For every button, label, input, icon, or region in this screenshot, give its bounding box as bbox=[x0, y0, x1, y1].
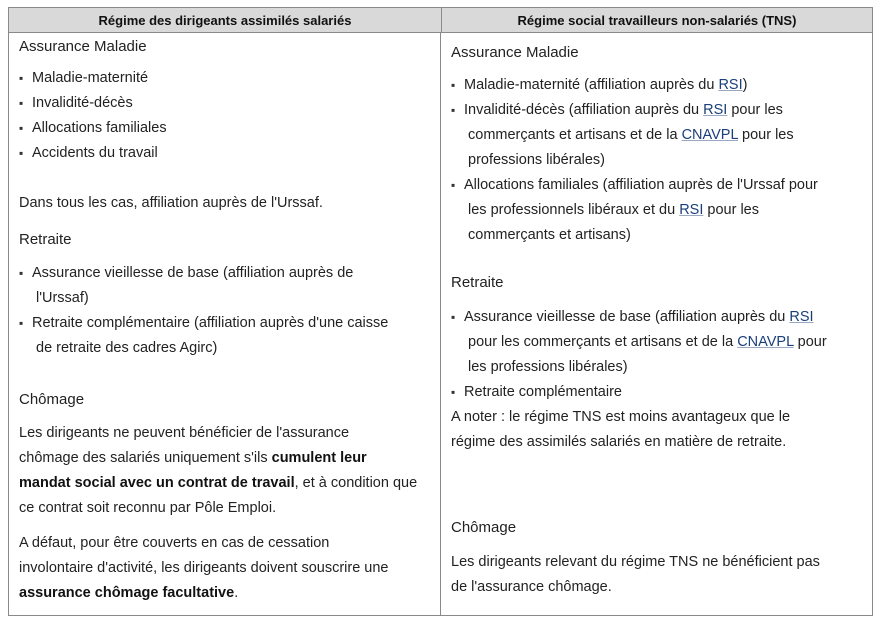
text-segment: pour les bbox=[703, 202, 759, 218]
table-header bbox=[9, 8, 872, 33]
list-item-continuation: l'Urssaf) bbox=[36, 290, 89, 306]
list-item-continuation: de retraite des cadres Agirc) bbox=[36, 340, 218, 356]
text-segment: Assurance vieillesse de base (affiliation auprès du bbox=[464, 309, 790, 325]
right-chomage-title: Chômage bbox=[451, 519, 517, 536]
list-item-continuation bbox=[451, 330, 868, 355]
rsi-link[interactable]: RSI bbox=[789, 309, 814, 325]
column-tns bbox=[441, 33, 872, 616]
comparison-table bbox=[8, 7, 873, 616]
text-segment: chômage des salariés uniquement s'ils bbox=[19, 450, 272, 466]
list-item: ▪ Allocations familiales bbox=[19, 116, 436, 141]
list-item-continuation: commerçants et artisans) bbox=[468, 227, 631, 243]
text-segment: . bbox=[234, 585, 239, 601]
bold-text: mandat social avec un contrat de travail bbox=[19, 475, 295, 491]
cnavpl-link[interactable]: CNAVPL bbox=[681, 127, 738, 143]
text-segment: pour les commerçants et artisans et de la bbox=[468, 334, 738, 350]
left-chomage-text: involontaire d'activité, les dirigeants doivent souscrire une bbox=[19, 560, 389, 576]
list-item: ▪ Accidents du travail bbox=[19, 141, 436, 166]
text-segment: Maladie-maternité (affiliation auprès du bbox=[464, 77, 719, 93]
header-assimiles-salaries: Régime des dirigeants assimilés salariés bbox=[9, 8, 442, 32]
text-segment: pour les bbox=[727, 102, 783, 118]
right-note: A noter : le régime TNS est moins avantageux que le bbox=[451, 409, 791, 425]
text-segment: les professionnels libéraux et du bbox=[468, 202, 680, 218]
bold-text: cumulent leur bbox=[271, 450, 367, 466]
left-chomage-text: Les dirigeants ne peuvent bénéficier de l'assurance bbox=[19, 425, 350, 441]
list-item bbox=[451, 98, 868, 123]
text-segment: Invalidité-décès (affiliation auprès du bbox=[464, 102, 704, 118]
text-segment: ) bbox=[742, 77, 748, 93]
text-segment: commerçants et artisans et de la bbox=[468, 127, 682, 143]
list-item bbox=[451, 305, 868, 330]
list-item: ▪ Assurance vieillesse de base (affiliation auprès de bbox=[19, 261, 436, 286]
column-assimiles-salaries bbox=[9, 33, 441, 616]
right-retraite-title: Retraite bbox=[451, 274, 504, 291]
list-item: ▪ Invalidité-décès bbox=[19, 91, 436, 116]
text-segment: pour bbox=[793, 334, 827, 350]
list-item: ▪ Retraite complémentaire bbox=[451, 380, 868, 405]
list-item-continuation: professions libérales) bbox=[468, 152, 606, 168]
left-retraite-title: Retraite bbox=[19, 231, 72, 248]
left-chomage-title: Chômage bbox=[19, 391, 85, 408]
cnavpl-link[interactable]: CNAVPL bbox=[737, 334, 794, 350]
right-maladie-title: Assurance Maladie bbox=[451, 44, 579, 61]
rsi-link[interactable]: RSI bbox=[679, 202, 704, 218]
left-maladie-note: Dans tous les cas, affiliation auprès de l'Urssaf. bbox=[19, 195, 323, 211]
list-item: ▪ Allocations familiales (affiliation auprès de l'Urssaf pour bbox=[451, 173, 868, 198]
list-item-continuation bbox=[451, 123, 868, 148]
rsi-link[interactable]: RSI bbox=[718, 77, 743, 93]
list-item: ▪ Retraite complémentaire (affiliation auprès d'une caisse bbox=[19, 311, 436, 336]
list-item-continuation: les professions libérales) bbox=[468, 359, 628, 375]
left-chomage-text: A défaut, pour être couverts en cas de cessation bbox=[19, 535, 330, 551]
left-chomage-text: ce contrat soit reconnu par Pôle Emploi. bbox=[19, 500, 277, 516]
left-chomage-text bbox=[19, 446, 436, 471]
right-chomage-text: Les dirigeants relevant du régime TNS ne bénéficient pas bbox=[451, 554, 820, 570]
text-segment: pour les bbox=[738, 127, 794, 143]
header-tns: Régime social travailleurs non-salariés (TNS) bbox=[517, 12, 797, 28]
right-note: régime des assimilés salariés en matière de retraite. bbox=[451, 434, 787, 450]
text-segment: , et à condition que bbox=[294, 475, 418, 491]
right-chomage-text: de l'assurance chômage. bbox=[451, 579, 612, 595]
list-item-continuation bbox=[451, 198, 868, 223]
list-item: ▪ Maladie-maternité bbox=[19, 66, 436, 91]
left-chomage-text bbox=[19, 581, 436, 606]
left-maladie-title: Assurance Maladie bbox=[19, 38, 147, 55]
rsi-link[interactable]: RSI bbox=[703, 102, 728, 118]
left-chomage-text bbox=[19, 471, 436, 496]
list-item bbox=[451, 73, 868, 98]
bold-text: assurance chômage facultative bbox=[19, 585, 235, 601]
